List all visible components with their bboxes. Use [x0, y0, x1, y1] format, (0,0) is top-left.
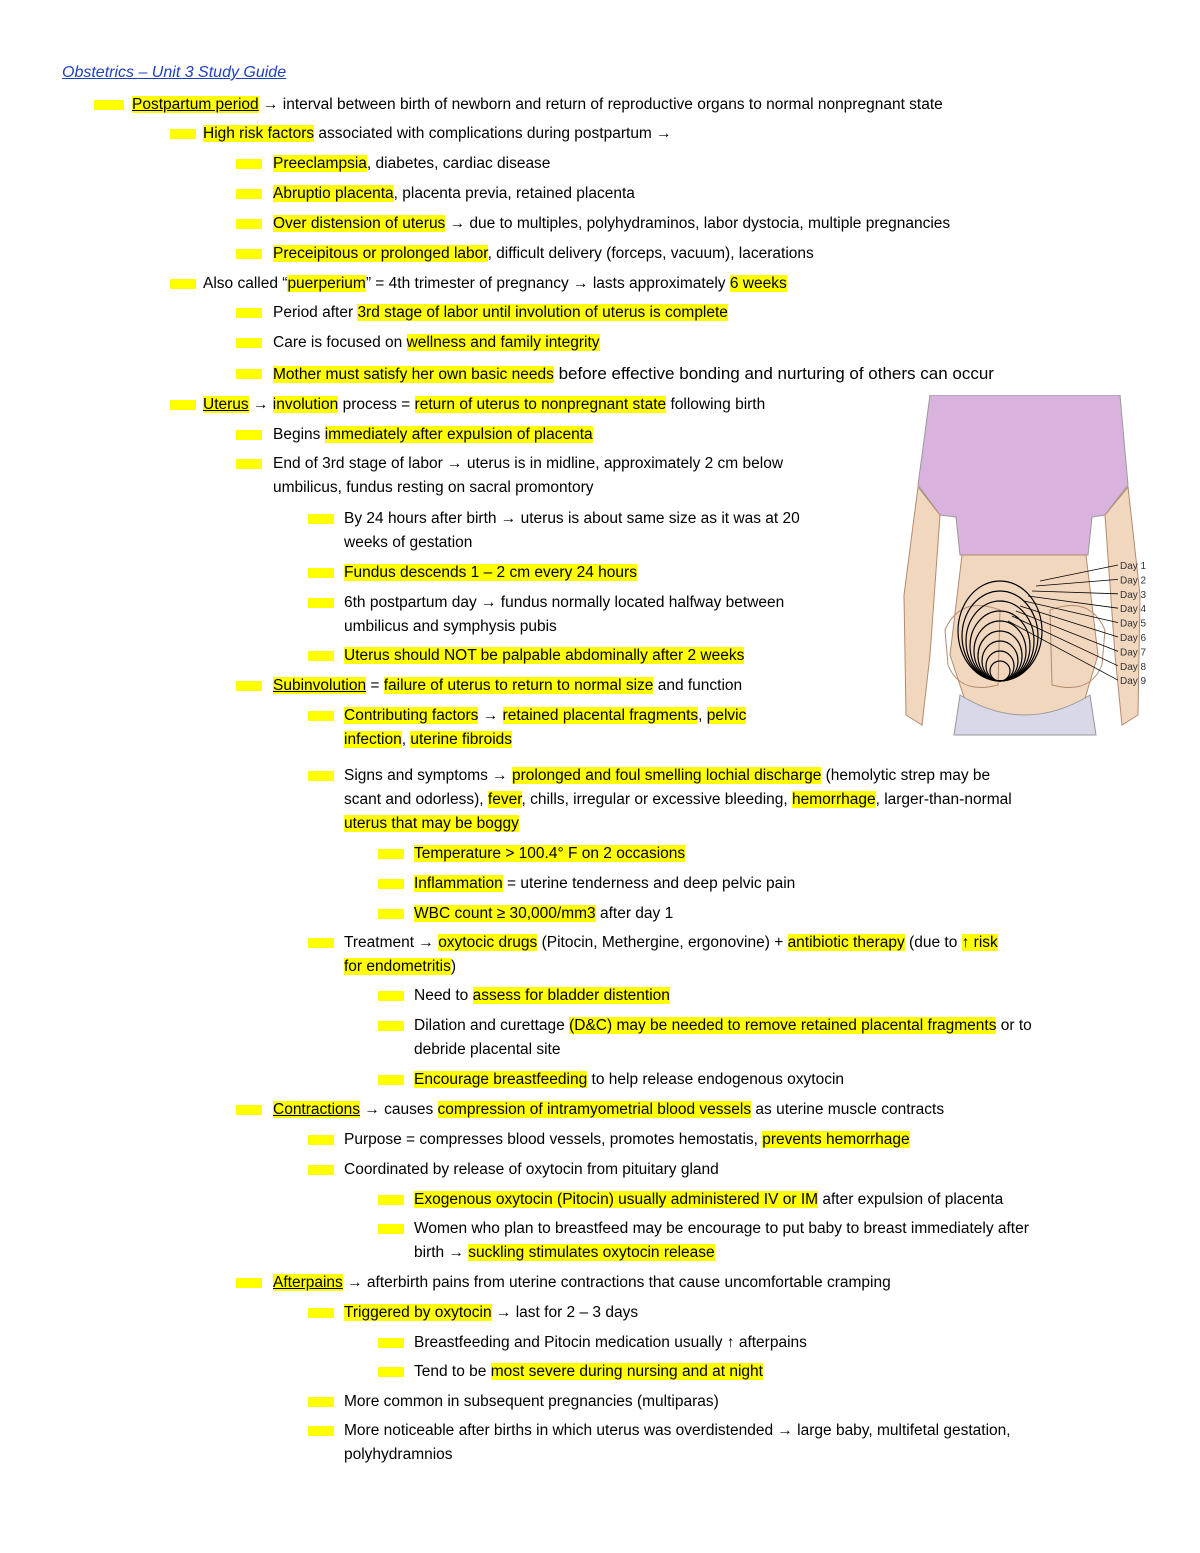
- line-segment: Preeclampsia: [273, 155, 367, 172]
- day-label: Day 4: [1120, 604, 1147, 616]
- guide-line: [414, 844, 685, 864]
- line-segment: =: [366, 677, 384, 694]
- postpartum-uterus-figure: [900, 395, 1152, 738]
- line-segment: polyhydramnios: [344, 1446, 453, 1463]
- line-segment: Postpartum period: [132, 96, 259, 113]
- bullet-marker-l5: [378, 1195, 404, 1205]
- bullet-marker-l5: [378, 909, 404, 919]
- day-label: Day 3: [1120, 589, 1147, 601]
- line-segment: Contractions: [273, 1101, 361, 1118]
- line-segment: →: [248, 396, 273, 413]
- guide-line: [273, 244, 814, 264]
- guide-line: [273, 154, 550, 174]
- guide-line: [344, 1392, 719, 1412]
- line-segment: Dilation and curettage: [414, 1017, 570, 1034]
- line-segment: → last for 2 – 3 days: [491, 1304, 639, 1321]
- line-segment: , diabetes, cardiac disease: [366, 155, 551, 172]
- line-segment: Coordinated by release of oxytocin from pituitary gland: [344, 1161, 719, 1178]
- line-segment: (D&C) may be needed to remove retained placental fragments: [569, 1017, 997, 1034]
- bullet-marker-l5: [378, 1021, 404, 1031]
- line-segment: By 24 hours after birth → uterus is about same size as it was at 20: [344, 510, 800, 527]
- guide-line: [344, 617, 557, 637]
- bullet-marker-l3: [236, 249, 262, 259]
- bullet-marker-l3: [236, 1105, 262, 1115]
- bullet-marker-l4: [308, 651, 334, 661]
- line-segment: immediately after expulsion of placenta: [324, 426, 593, 443]
- guide-line: [273, 425, 593, 445]
- guide-line: [414, 904, 673, 924]
- line-segment: → interval between birth of newborn and return of reproductive organs to normal nonpregnant state: [258, 96, 943, 113]
- line-segment: puerperium: [287, 275, 366, 292]
- guide-line: [344, 730, 512, 750]
- line-segment: Breastfeeding and Pitocin medication usually ↑ afterpains: [414, 1334, 807, 1351]
- line-segment: oxytocic drugs: [438, 934, 538, 951]
- line-segment: → afterbirth pains from uterine contractions that cause uncomfortable cramping: [342, 1274, 891, 1291]
- line-segment: ” = 4th trimester of pregnancy → lasts approximately: [365, 275, 730, 292]
- bullet-marker-l3: [236, 369, 262, 379]
- bullet-marker-l5: [378, 1367, 404, 1377]
- line-segment: uterine fibroids: [410, 731, 513, 748]
- line-segment: Treatment →: [344, 934, 439, 951]
- line-segment: failure of uterus to return to normal size: [383, 677, 654, 694]
- line-segment: retained placental fragments: [502, 707, 699, 724]
- bullet-marker-l4: [308, 1135, 334, 1145]
- guide-line: [414, 1362, 763, 1382]
- line-segment: Fundus descends 1 – 2 cm every 24 hours: [344, 564, 637, 581]
- line-segment: Over distension of uterus: [273, 215, 446, 232]
- line-segment: , chills, irregular or excessive bleeding,: [521, 791, 793, 808]
- line-segment: ,: [698, 707, 707, 724]
- bullet-marker-l3: [236, 681, 262, 691]
- line-segment: prolonged and foul smelling lochial discharge: [511, 767, 822, 784]
- line-segment: umbilicus and symphysis pubis: [344, 618, 557, 635]
- day-label: Day 8: [1120, 661, 1147, 673]
- line-segment: after expulsion of placenta: [818, 1191, 1004, 1208]
- line-segment: → due to multiples, polyhydraminos, labor dystocia, multiple pregnancies: [445, 215, 951, 232]
- bullet-marker-l5: [378, 1075, 404, 1085]
- day-label: Day 6: [1120, 633, 1147, 644]
- line-segment: Preceipitous or prolonged labor: [273, 245, 488, 262]
- bullet-marker-l4: [308, 1397, 334, 1407]
- guide-line: [344, 593, 784, 613]
- bullet-marker-l4: [308, 1426, 334, 1436]
- line-segment: Uterus: [203, 396, 249, 413]
- line-segment: More common in subsequent pregnancies (multiparas): [344, 1393, 719, 1410]
- bullet-marker-l4: [308, 771, 334, 781]
- guide-line: [344, 933, 998, 953]
- guide-line: [344, 1303, 638, 1323]
- guide-line: [203, 124, 672, 144]
- line-segment: umbilicus, fundus resting on sacral promontory: [273, 479, 594, 496]
- line-segment: Subinvolution: [273, 677, 367, 694]
- line-segment: WBC count ≥ 30,000/mm3: [414, 905, 596, 922]
- line-segment: Triggered by oxytocin: [344, 1304, 492, 1321]
- guide-line: [273, 1100, 944, 1120]
- guide-line: [414, 1190, 1003, 1210]
- guide-line: [344, 814, 519, 834]
- line-segment: process =: [338, 396, 415, 413]
- line-segment: →: [478, 707, 503, 724]
- line-segment: Exogenous oxytocin (Pitocin) usually administered IV or IM: [414, 1191, 819, 1208]
- line-segment: birth →: [414, 1244, 469, 1261]
- guide-line: [344, 957, 456, 977]
- line-segment: , larger-than-normal: [875, 791, 1012, 808]
- line-segment: Period after: [273, 304, 358, 321]
- guide-line: [414, 1016, 1032, 1036]
- line-segment: suckling stimulates oxytocin release: [468, 1244, 715, 1261]
- bullet-marker-l5: [378, 1224, 404, 1234]
- line-segment: (Pitocin, Methergine, ergonovine) +: [537, 934, 788, 951]
- line-segment: wellness and family integrity: [406, 334, 600, 351]
- line-segment: after day 1: [595, 905, 674, 922]
- day-label: Day 5: [1120, 618, 1147, 630]
- line-segment: Begins: [273, 426, 325, 443]
- bullet-marker-l5: [378, 849, 404, 859]
- guide-line: [344, 509, 800, 529]
- line-segment: Mother must satisfy her own basic needs: [273, 366, 554, 383]
- guide-line: [132, 95, 943, 115]
- line-segment: and function: [653, 677, 743, 694]
- guide-line: [414, 986, 670, 1006]
- line-segment: for endometritis: [344, 958, 451, 975]
- line-segment: scant and odorless),: [344, 791, 488, 808]
- line-segment: Signs and symptoms →: [344, 767, 512, 784]
- guide-line: [273, 676, 742, 696]
- guide-line: [344, 646, 744, 666]
- line-segment: More noticeable after births in which uterus was overdistended → large baby, multifetal gestation,: [344, 1422, 1011, 1439]
- day-label: Day 7: [1120, 647, 1147, 659]
- bullet-marker-l1: [94, 100, 124, 110]
- guide-line: [344, 1130, 910, 1150]
- line-segment: antibiotic therapy: [787, 934, 905, 951]
- line-segment: Care is focused on: [273, 334, 407, 351]
- line-segment: prevents hemorrhage: [762, 1131, 910, 1148]
- guide-line: [344, 533, 472, 553]
- bullet-marker-l3: [236, 338, 262, 348]
- guide-line: [414, 1243, 715, 1263]
- line-segment: Tend to be: [414, 1363, 491, 1380]
- guide-line: [414, 1219, 1029, 1239]
- line-segment: 3rd stage of labor until involution of uterus is complete: [357, 304, 728, 321]
- bullet-marker-l3: [236, 459, 262, 469]
- line-segment: 6th postpartum day → fundus normally located halfway between: [344, 594, 785, 611]
- line-segment: Abruptio placenta: [273, 185, 394, 202]
- guide-line: [344, 766, 990, 786]
- line-segment: fever: [487, 791, 522, 808]
- bullet-marker-l3: [236, 159, 262, 169]
- bullet-marker-l4: [308, 938, 334, 948]
- day-label: Day 9: [1120, 676, 1147, 688]
- line-segment: Women who plan to breastfeed may be encourage to put baby to breast immediately after: [414, 1220, 1029, 1237]
- line-segment: Inflammation: [414, 875, 503, 892]
- bullet-marker-l4: [308, 568, 334, 578]
- line-segment: End of 3rd stage of labor → uterus is in midline, approximately 2 cm below: [273, 455, 784, 472]
- guide-line: [414, 1070, 844, 1090]
- guide-line: [414, 1040, 561, 1060]
- bullet-marker-l4: [308, 1308, 334, 1318]
- guide-line: [344, 706, 746, 726]
- line-segment: following birth: [666, 396, 766, 413]
- line-segment: assess for bladder distention: [472, 987, 670, 1004]
- line-segment: Afterpains: [273, 1274, 343, 1291]
- line-segment: weeks of gestation: [344, 534, 473, 551]
- line-segment: compression of intramyometrial blood vessels: [437, 1101, 752, 1118]
- line-segment: High risk factors: [203, 125, 315, 142]
- line-segment: Need to: [414, 987, 473, 1004]
- guide-line: [344, 1445, 453, 1465]
- guide-line: [273, 1273, 891, 1293]
- guide-line: [344, 1421, 1011, 1441]
- line-segment: debride placental site: [414, 1041, 561, 1058]
- line-segment: pelvic: [706, 707, 747, 724]
- guide-line: [273, 184, 635, 204]
- line-segment: before effective bonding and nurturing of others can occur: [553, 364, 994, 383]
- line-segment: infection: [344, 731, 402, 748]
- bullet-marker-l2: [170, 129, 196, 139]
- line-segment: 6 weeks: [729, 275, 787, 292]
- line-segment: ): [450, 958, 456, 975]
- line-segment: → causes: [360, 1101, 438, 1118]
- bullet-marker-l4: [308, 598, 334, 608]
- document-title: Obstetrics – Unit 3 Study Guide: [62, 64, 287, 81]
- line-segment: ,: [401, 731, 411, 748]
- bullet-marker-l5: [378, 879, 404, 889]
- bullet-marker-l5: [378, 1338, 404, 1348]
- line-segment: ↑ risk: [961, 934, 998, 951]
- bullet-marker-l3: [236, 189, 262, 199]
- guide-line: [273, 454, 783, 474]
- line-segment: hemorrhage: [792, 791, 876, 808]
- guide-line: [414, 1333, 807, 1353]
- bullet-marker-l4: [308, 711, 334, 721]
- line-segment: to help release endogenous oxytocin: [587, 1071, 845, 1088]
- line-segment: Temperature > 100.4° F on 2 occasions: [414, 845, 686, 862]
- bullet-marker-l3: [236, 430, 262, 440]
- guide-line: [273, 333, 600, 353]
- line-segment: , difficult delivery (forceps, vacuum), lacerations: [487, 245, 814, 262]
- guide-line: [273, 364, 994, 385]
- line-segment: Encourage breastfeeding: [414, 1071, 588, 1088]
- line-segment: most severe during nursing and at night: [490, 1363, 763, 1380]
- bullet-marker-l3: [236, 308, 262, 318]
- line-segment: Uterus should NOT be palpable abdominally after 2 weeks: [344, 647, 745, 664]
- guide-line: [203, 395, 765, 415]
- bullet-marker-l3: [236, 219, 262, 229]
- line-segment: Purpose = compresses blood vessels, promotes hemostatis,: [344, 1131, 763, 1148]
- day-label: Day 1: [1120, 561, 1147, 572]
- line-segment: associated with complications during postpartum →: [314, 125, 672, 142]
- guide-line: [273, 303, 728, 323]
- guide-line: [344, 790, 1012, 810]
- bullet-marker-l2: [170, 279, 196, 289]
- guide-line: [414, 874, 795, 894]
- line-segment: uterus that may be boggy: [344, 815, 519, 832]
- line-segment: (hemolytic strep may be: [821, 767, 991, 784]
- guide-line: [273, 478, 593, 498]
- bullet-marker-l4: [308, 514, 334, 524]
- line-segment: = uterine tenderness and deep pelvic pain: [502, 875, 796, 892]
- line-segment: (due to: [904, 934, 962, 951]
- bullet-marker-l4: [308, 1165, 334, 1175]
- guide-line: [344, 1160, 719, 1180]
- line-segment: return of uterus to nonpregnant state: [414, 396, 667, 413]
- line-segment: as uterine muscle contracts: [751, 1101, 945, 1118]
- line-segment: or to: [996, 1017, 1032, 1034]
- bullet-marker-l5: [378, 991, 404, 1001]
- line-segment: Contributing factors: [344, 707, 479, 724]
- guide-line: [344, 563, 637, 583]
- day-label: Day 2: [1120, 575, 1147, 587]
- line-segment: , placenta previa, retained placenta: [393, 185, 635, 202]
- bullet-marker-l3: [236, 1278, 262, 1288]
- bullet-marker-l2: [170, 400, 196, 410]
- guide-line: [203, 274, 787, 294]
- line-segment: involution: [272, 396, 339, 413]
- guide-line: [273, 214, 950, 234]
- line-segment: Also called “: [203, 275, 288, 292]
